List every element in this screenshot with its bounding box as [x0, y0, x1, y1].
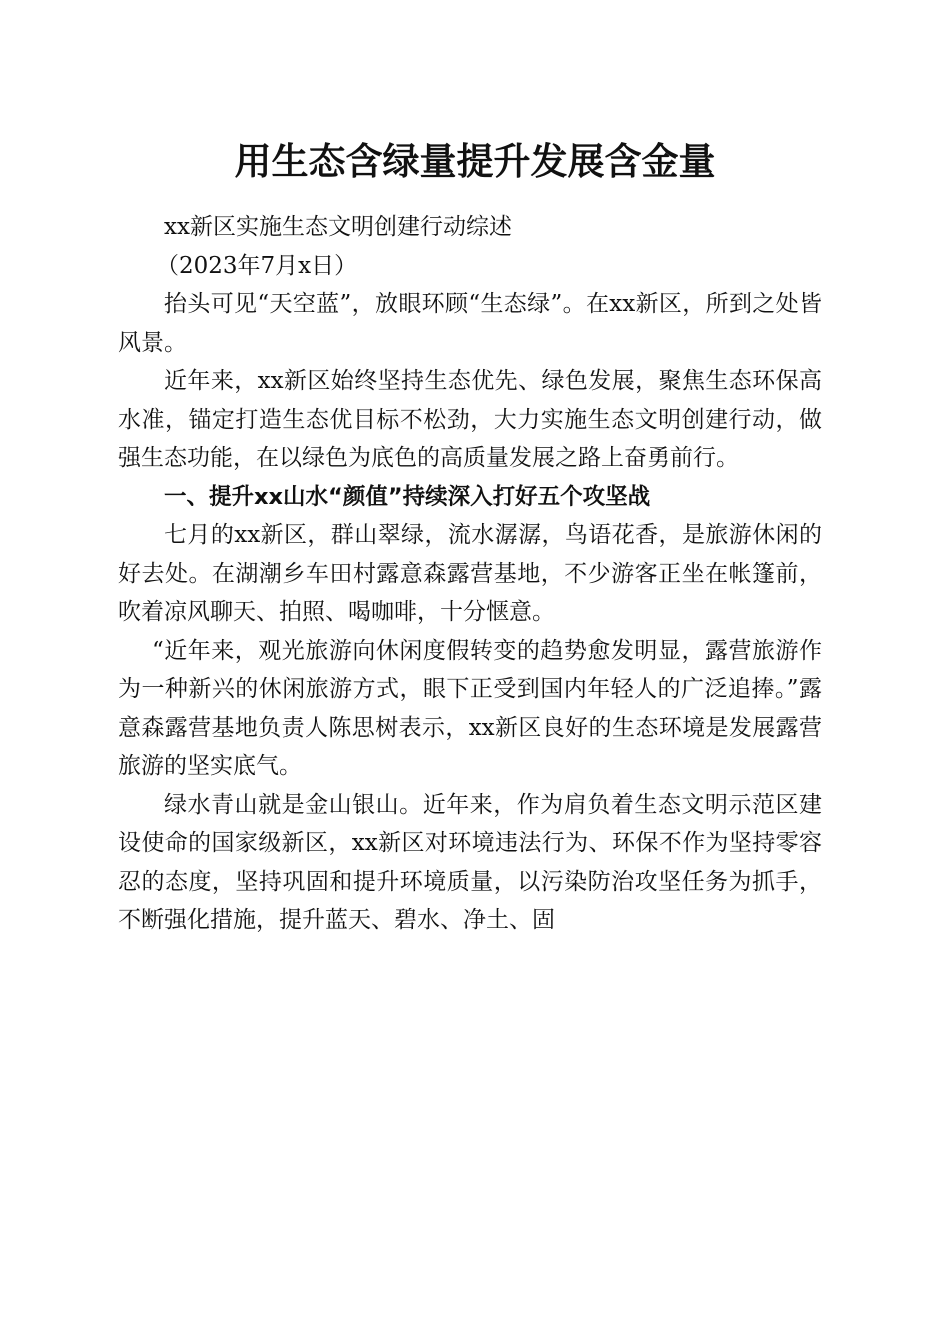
document-subtitle: xx新区实施生态文明创建行动综述 — [164, 214, 512, 240]
paragraph-2: 近年来，xx新区始终坚持生态优先、绿色发展，聚焦生态环保高水准，锚定打造生态优目标不松劲，大力实施生态文明创建行动，做强生态功能，在以绿色为底色的高质量发展之路上奋勇前行。 — [118, 368, 822, 471]
document-title: 用生态含绿量提升发展含金量 — [234, 139, 716, 183]
section-heading-1: 一、提升xx山水“颜值”持续深入打好五个攻坚战 — [164, 483, 651, 510]
paragraph-1: 抬头可见“天空蓝”，放眼环顾“生态绿”。在xx新区，所到之处皆风景。 — [118, 291, 822, 356]
paragraph-4: “近年来，观光旅游向休闲度假转变的趋势愈发明显，露营旅游作为一种新兴的休闲旅游方式，眼下正受到国内年轻人的广泛追捧。”露意森露营基地负责人陈思树表示，xx新区良好的生态环境是发展露营旅游的坚实底气。 — [118, 637, 822, 779]
document-date: （2023年7月x日） — [156, 252, 358, 279]
paragraph-5: 绿水青山就是金山银山。近年来，作为肩负着生态文明示范区建设使命的国家级新区，xx新区对环境违法行为、环保不作为坚持零容忍的态度，坚持巩固和提升环境质量，以污染防治攻坚任务为抓手，不断强化措施，提升蓝天、碧水、净土、固 — [118, 791, 822, 933]
paragraph-3: 七月的xx新区，群山翠绿，流水潺潺，鸟语花香，是旅游休闲的好去处。在湖潮乡车田村露意森露营基地，不少游客正坐在帐篷前，吹着凉风聊天、拍照、喝咖啡，十分惬意。 — [118, 522, 822, 625]
document-body — [118, 208, 822, 940]
